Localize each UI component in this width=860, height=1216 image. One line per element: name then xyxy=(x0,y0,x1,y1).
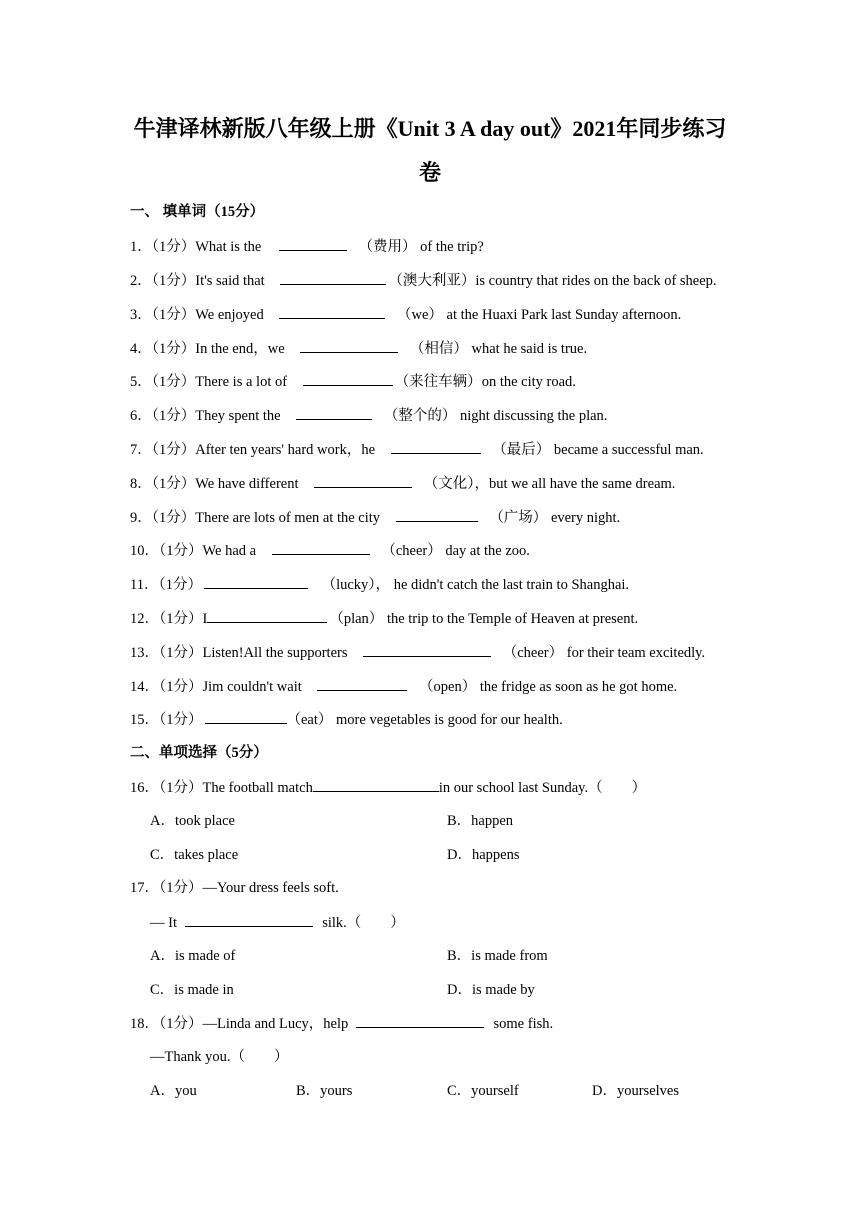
question-17-line-2 xyxy=(150,912,405,933)
answer-blank[interactable] xyxy=(279,304,385,319)
question-5 xyxy=(130,371,576,392)
question-text: day at the zoo. xyxy=(445,543,530,559)
question-number: 10．（1分） xyxy=(130,543,203,559)
question-text: Listen!All the supporters xyxy=(202,645,348,661)
question-13 xyxy=(130,642,705,663)
question-text: Jim couldn't wait xyxy=(202,679,302,695)
answer-blank[interactable] xyxy=(300,338,398,353)
question-text: We enjoyed xyxy=(195,307,264,323)
hint-text: （来往车辆） xyxy=(394,374,482,390)
title-line-1: 牛津译林新版八年级上册《Unit 3 A day out》2021年同步练习 xyxy=(133,116,727,141)
option-d[interactable]: D．happens xyxy=(447,847,520,863)
question-text: the fridge as soon as he got home. xyxy=(479,679,678,695)
question-text: is country that rides on the back of sheep. xyxy=(475,273,717,289)
question-text: We had a xyxy=(202,543,257,559)
question-text: After ten years' hard work，he xyxy=(195,442,376,458)
title-line-2: 卷 xyxy=(418,160,441,185)
question-number: 5．（1分） xyxy=(130,374,196,390)
section-2-heading: 二、单项选择（5分） xyxy=(130,745,268,761)
hint-text: （澳大利亚） xyxy=(388,273,476,289)
answer-blank[interactable] xyxy=(317,676,407,691)
question-text: became a successful man. xyxy=(553,442,704,458)
question-number: 15．（1分） xyxy=(130,712,203,728)
question-number: 6．（1分） xyxy=(130,408,196,424)
question-16 xyxy=(130,777,646,798)
hint-text: （相信） xyxy=(409,341,468,357)
question-text: There is a lot of xyxy=(195,374,288,390)
answer-blank[interactable] xyxy=(280,270,386,285)
option-d[interactable]: D．yourselves xyxy=(592,1083,679,1099)
option-d[interactable]: D．is made by xyxy=(447,982,535,998)
question-number: 4．（1分） xyxy=(130,341,196,357)
question-text: 16．（1分）The football match xyxy=(130,780,313,796)
answer-blank[interactable] xyxy=(272,540,370,555)
question-text: in our school last Sunday.（ ） xyxy=(438,780,647,796)
question-text: at the Huaxi Park last Sunday afternoon. xyxy=(446,307,682,323)
question-text: some fish. xyxy=(493,1016,554,1032)
hint-text: （广场） xyxy=(489,510,548,526)
option-b[interactable]: B．yours xyxy=(296,1083,353,1099)
question-number: 7．（1分） xyxy=(130,442,196,458)
section-1-heading: 一、 填单词（15分） xyxy=(130,204,265,220)
answer-blank[interactable] xyxy=(391,439,481,454)
question-text: more vegetables is good for our health. xyxy=(336,712,563,728)
hint-text: （整个的） xyxy=(383,408,457,424)
answer-blank[interactable] xyxy=(313,777,439,792)
answer-blank[interactable] xyxy=(363,642,491,657)
question-18 xyxy=(130,1013,553,1034)
question-text: of the trip? xyxy=(420,239,484,255)
answer-blank[interactable] xyxy=(296,405,372,420)
answer-blank[interactable] xyxy=(185,912,313,927)
answer-blank[interactable] xyxy=(356,1013,484,1028)
question-text: We have different xyxy=(195,476,299,492)
answer-blank[interactable] xyxy=(396,507,478,522)
question-9 xyxy=(130,507,620,528)
answer-blank[interactable] xyxy=(279,236,347,251)
question-text: on the city road. xyxy=(481,374,576,390)
question-text: night discussing the plan. xyxy=(460,408,608,424)
question-3 xyxy=(130,304,681,325)
question-text: What is the xyxy=(195,239,262,255)
question-4 xyxy=(130,338,587,359)
question-number: 3．（1分） xyxy=(130,307,196,323)
question-text: he didn't catch the last train to Shanghai. xyxy=(393,577,630,593)
question-number: 14．（1分） xyxy=(130,679,203,695)
question-11 xyxy=(130,574,629,595)
option-b[interactable]: B．happen xyxy=(447,813,514,829)
question-text: but we all have the same dream. xyxy=(489,476,676,492)
option-a[interactable]: A．you xyxy=(150,1083,197,1099)
question-number: 9．（1分） xyxy=(130,510,196,526)
answer-blank[interactable] xyxy=(303,371,393,386)
hint-text: （cheer） xyxy=(381,543,442,559)
question-text: They spent the xyxy=(195,408,281,424)
question-8 xyxy=(130,473,675,494)
question-number: 11．（1分） xyxy=(130,577,202,593)
question-text: what he said is true. xyxy=(471,341,588,357)
option-c[interactable]: C．takes place xyxy=(150,847,239,863)
answer-blank[interactable] xyxy=(204,574,308,589)
option-a[interactable]: A．took place xyxy=(150,813,235,829)
question-number: 13．（1分） xyxy=(130,645,203,661)
question-10 xyxy=(130,540,530,561)
hint-text: （cheer） xyxy=(502,645,564,661)
hint-text: （eat） xyxy=(286,712,333,728)
answer-blank[interactable] xyxy=(314,473,412,488)
question-text: — It xyxy=(150,915,177,931)
question-text: for their team excitedly. xyxy=(566,645,706,661)
question-number: 2．（1分） xyxy=(130,273,196,289)
hint-text: （we） xyxy=(397,307,443,323)
question-text: silk.（ ） xyxy=(322,915,405,931)
question-text: I xyxy=(202,611,208,627)
question-number: 8．（1分） xyxy=(130,476,196,492)
option-c[interactable]: C．yourself xyxy=(447,1083,519,1099)
hint-text: （plan） xyxy=(329,611,384,627)
question-18-line-2: —Thank you.（ ） xyxy=(150,1049,289,1065)
hint-text: （最后） xyxy=(492,442,551,458)
answer-blank[interactable] xyxy=(205,709,287,724)
hint-text: （费用） xyxy=(358,239,417,255)
hint-text: （open） xyxy=(419,679,477,695)
question-1 xyxy=(130,236,484,257)
question-14 xyxy=(130,676,677,697)
question-text: There are lots of men at the city xyxy=(195,510,381,526)
question-2 xyxy=(130,270,717,291)
question-6 xyxy=(130,405,607,426)
question-text: In the end，we xyxy=(195,341,285,357)
question-text: It's said that xyxy=(195,273,265,289)
option-b[interactable]: B．is made from xyxy=(447,948,548,964)
question-17: 17．（1分）—Your dress feels soft. xyxy=(130,880,339,896)
answer-blank[interactable] xyxy=(207,608,327,623)
question-text: 18．（1分）—Linda and Lucy，help xyxy=(130,1016,349,1032)
question-text: every night. xyxy=(550,510,621,526)
question-15 xyxy=(130,709,563,730)
hint-text: （lucky）， xyxy=(321,577,391,593)
hint-text: （文化）， xyxy=(423,476,489,492)
question-number: 12．（1分） xyxy=(130,611,203,627)
question-text: the trip to the Temple of Heaven at present. xyxy=(386,611,639,627)
question-number: 1．（1分） xyxy=(130,239,196,255)
option-c[interactable]: C．is made in xyxy=(150,982,234,998)
question-12 xyxy=(130,608,638,629)
question-7 xyxy=(130,439,704,460)
option-a[interactable]: A．is made of xyxy=(150,948,236,964)
